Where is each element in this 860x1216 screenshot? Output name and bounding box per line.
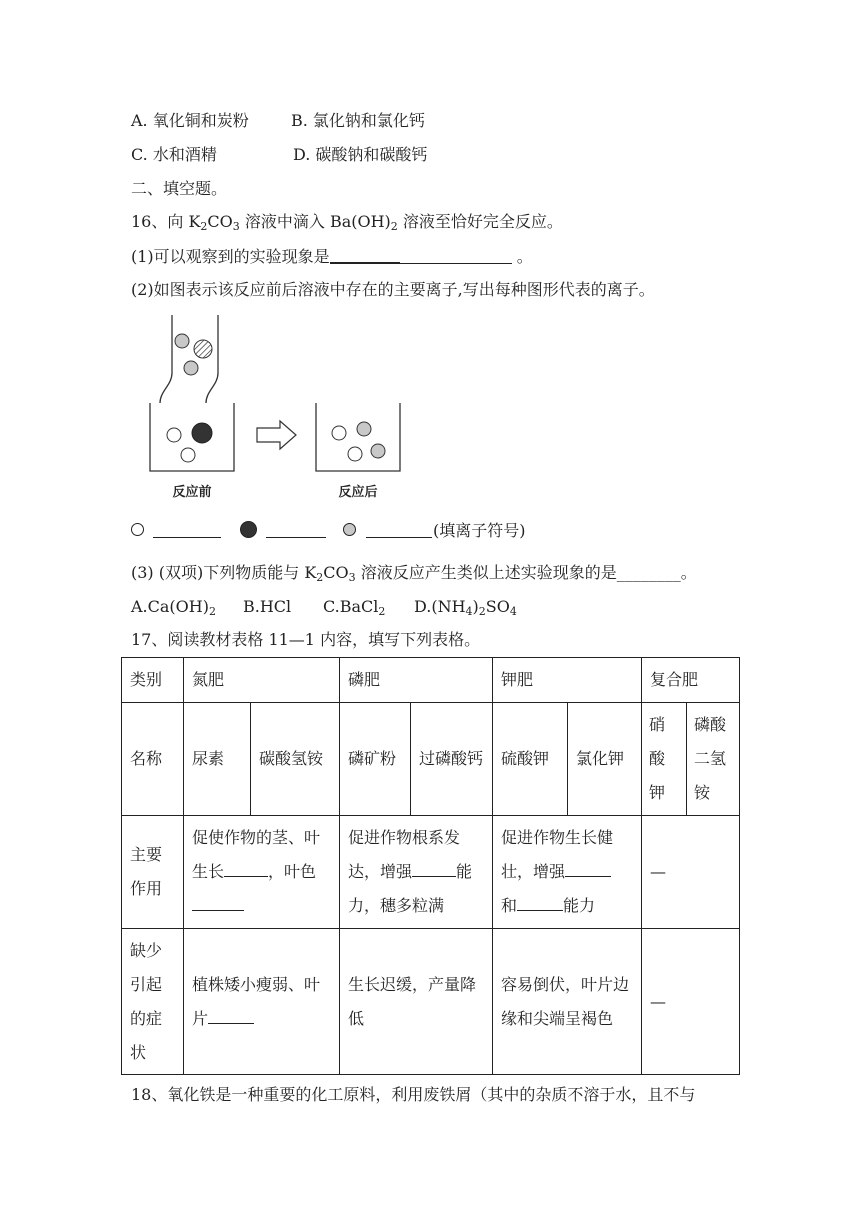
role-potassium-blank-2[interactable] bbox=[517, 896, 563, 911]
q16-part1-blank-b[interactable] bbox=[400, 247, 512, 264]
q16-part1: (1)可以观察到的实验现象是 。 bbox=[131, 247, 533, 266]
q16-part3: (3) (双项)下列物质能与 $K_2CO_3$ 溶液反应产生类似上述实验现象的是________。 bbox=[131, 563, 697, 584]
role-nitrogen: 促使作物的茎、叶生长 ，叶色 bbox=[184, 816, 340, 929]
q15-option-d: D. 碳酸钠和碳酸钙 bbox=[293, 145, 428, 164]
name-phosphate-rock: 磷矿粉 bbox=[340, 703, 411, 816]
header-category: 类别 bbox=[122, 658, 184, 703]
before-label: 反应前 bbox=[172, 484, 212, 499]
q15-option-a: A. 氧化铜和炭粉 bbox=[131, 111, 249, 130]
q16-option-c: C.BaCl$_2$ bbox=[323, 597, 386, 618]
table-header-row bbox=[122, 658, 740, 703]
header-compound: 复合肥 bbox=[642, 658, 740, 703]
reaction-diagram bbox=[140, 313, 420, 503]
after-label: 反应后 bbox=[338, 484, 378, 499]
after-white-ion-1 bbox=[332, 426, 346, 440]
header-nitrogen: 氮肥 bbox=[184, 658, 340, 703]
lack-potassium: 容易倒伏，叶片边缘和尖端呈褐色 bbox=[493, 929, 642, 1075]
q16-part2: (2)如图表示该反应前后溶液中存在的主要离子,写出每种图形代表的离子。 bbox=[131, 280, 655, 299]
name-potassium-chloride: 氯化钾 bbox=[568, 703, 642, 816]
q17-stem: 17、阅读教材表格 11—1 内容，填写下列表格。 bbox=[131, 630, 481, 649]
after-gray-ion-1 bbox=[357, 422, 371, 436]
table-role-row bbox=[122, 816, 740, 929]
q15-option-c: C. 水和酒精 bbox=[131, 145, 217, 164]
legend-black-blank[interactable] bbox=[266, 537, 326, 538]
row-label-name: 名称 bbox=[122, 703, 184, 816]
reaction-diagram-svg bbox=[140, 313, 420, 503]
q16-stem: 16、向 $K_2CO_3$ 溶液中滴入 $Ba(OH)_2$ 溶液至恰好完全反应。 bbox=[131, 212, 563, 233]
role-potassium: 促进作物生长健壮，增强 和 能力 bbox=[493, 816, 642, 929]
section-title: 二、填空题。 bbox=[131, 179, 228, 198]
legend-gray-blank[interactable] bbox=[366, 537, 432, 538]
q15-options-row-1 bbox=[131, 111, 425, 131]
lack-nitrogen-blank[interactable] bbox=[208, 1009, 254, 1024]
legend-note: (填离子符号) bbox=[433, 521, 526, 540]
row-label-role: 主要作用 bbox=[122, 816, 184, 929]
lack-nitrogen: 植株矮小瘦弱、叶片 bbox=[184, 929, 340, 1075]
q15-options-row-2 bbox=[131, 145, 428, 165]
role-phosphorus-blank[interactable] bbox=[412, 862, 456, 877]
role-compound: — bbox=[642, 816, 740, 929]
q15-option-b: B. 氯化钠和氯化钙 bbox=[291, 111, 425, 130]
header-phosphorus: 磷肥 bbox=[340, 658, 493, 703]
role-potassium-blank-1[interactable] bbox=[565, 862, 611, 877]
after-gray-ion-2 bbox=[371, 444, 385, 458]
legend-white-circle-icon bbox=[131, 523, 144, 536]
row-label-lack: 缺少引起的症状 bbox=[122, 929, 184, 1075]
table-name-row bbox=[122, 703, 740, 816]
name-ammonium-bicarbonate: 碳酸氢铵 bbox=[251, 703, 340, 816]
legend-white-blank[interactable] bbox=[153, 537, 221, 538]
after-white-ion-2 bbox=[348, 447, 362, 461]
role-phosphorus: 促进作物根系发达，增强 能力，穗多粒满 bbox=[340, 816, 493, 929]
q16-option-b: B.HCl bbox=[243, 597, 292, 616]
before-white-ion-1 bbox=[167, 428, 181, 442]
dropper-gray-ion-2 bbox=[184, 361, 198, 375]
lack-compound: — bbox=[642, 929, 740, 1075]
q16-option-d: $D.(NH_4)_2SO_4$ bbox=[414, 597, 517, 618]
name-superphosphate: 过磷酸钙 bbox=[411, 703, 493, 816]
role-nitrogen-blank-2[interactable] bbox=[192, 896, 244, 911]
lack-phosphorus: 生长迟缓，产量降低 bbox=[340, 929, 493, 1075]
dropper-left-wall bbox=[160, 315, 172, 403]
name-potassium-nitrate: 硝酸钾 bbox=[642, 703, 687, 816]
role-nitrogen-blank-1[interactable] bbox=[224, 862, 268, 877]
name-urea: 尿素 bbox=[184, 703, 251, 816]
dropper-gray-ion-1 bbox=[175, 334, 189, 348]
q18-stem: 18、氧化铁是一种重要的化工原料，利用废铁屑（其中的杂质不溶于水，且不与 bbox=[131, 1085, 696, 1104]
dropper-right-wall bbox=[206, 315, 218, 403]
name-ammonium-dihydrogen-phosphate: 磷酸二氢铵 bbox=[687, 703, 740, 816]
before-black-ion bbox=[192, 423, 212, 443]
table-lack-row bbox=[122, 929, 740, 1075]
legend-gray-circle-icon bbox=[343, 523, 356, 536]
before-white-ion-2 bbox=[181, 448, 195, 462]
legend-black-circle-icon bbox=[240, 521, 257, 538]
q16-part1-blank-a[interactable] bbox=[330, 246, 400, 264]
fertilizer-table bbox=[121, 657, 740, 1075]
reaction-arrow bbox=[257, 421, 296, 449]
q16-part3-options bbox=[131, 597, 517, 618]
q16-option-a: $A.Ca(OH)_2$ bbox=[131, 597, 216, 618]
name-potassium-sulfate: 硫酸钾 bbox=[493, 703, 568, 816]
dropper-hatched-ion bbox=[194, 340, 212, 358]
header-potassium: 钾肥 bbox=[493, 658, 642, 703]
